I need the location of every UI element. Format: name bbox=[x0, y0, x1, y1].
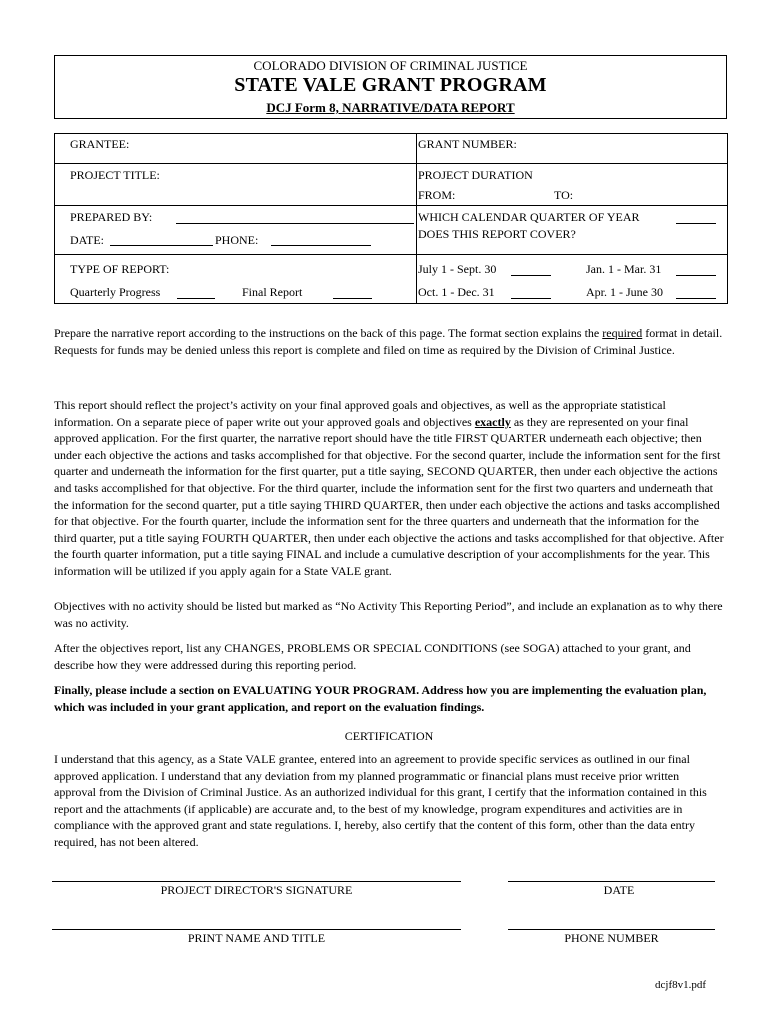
final-report-field[interactable] bbox=[333, 298, 372, 299]
info-grid bbox=[54, 133, 728, 304]
instructions-paragraph-2 bbox=[54, 397, 724, 580]
director-signature-label: PROJECT DIRECTOR'S SIGNATURE bbox=[160, 883, 353, 897]
quarter-apr-jun-field[interactable] bbox=[676, 298, 716, 299]
grid-row-line bbox=[55, 254, 727, 255]
date-label: DATE: bbox=[70, 233, 104, 247]
instructions-paragraph-3: Objectives with no activity should be listed but marked as “No Activity This Reporting Period”, and include an explanation as to why there was no activity. bbox=[54, 599, 723, 630]
footer-filename: dcjf8v1.pdf bbox=[655, 979, 707, 991]
director-signature-line[interactable] bbox=[52, 881, 461, 882]
quarter-jul-sep-label: July 1 - Sept. 30 bbox=[418, 262, 497, 276]
p1-underlined: required bbox=[602, 326, 643, 340]
evaluation-paragraph: Finally, please include a section on EVALUATING YOUR PROGRAM. Address how you are implementing the evaluation plan, which was included in your grant application, and report on the evaluation findings. bbox=[54, 683, 707, 714]
program-title: STATE VALE GRANT PROGRAM bbox=[234, 74, 547, 96]
form-name: DCJ Form 8, NARRATIVE/DATA REPORT bbox=[266, 100, 515, 115]
final-report-label: Final Report bbox=[242, 285, 303, 299]
date-signature-label: DATE bbox=[603, 883, 635, 897]
agency-name: COLORADO DIVISION OF CRIMINAL JUSTICE bbox=[253, 58, 528, 73]
p2-text-a: This report should reflect the project’s activity on your final approved goals and objectives, as well as the appropriate statistical information. On a separate piece of paper write out your approved goals and objectives bbox=[54, 398, 666, 429]
certification-title: CERTIFICATION bbox=[344, 729, 434, 743]
project-title-label: PROJECT TITLE: bbox=[70, 168, 160, 182]
quarter-jan-mar-field[interactable] bbox=[676, 275, 716, 276]
grant-number-label: GRANT NUMBER: bbox=[418, 137, 517, 151]
date-signature-line[interactable] bbox=[508, 881, 715, 882]
date-field[interactable] bbox=[110, 245, 213, 246]
quarter-jan-mar-label: Jan. 1 - Mar. 31 bbox=[586, 262, 662, 276]
quarterly-progress-field[interactable] bbox=[177, 298, 215, 299]
to-label: TO: bbox=[554, 188, 574, 202]
print-name-label: PRINT NAME AND TITLE bbox=[187, 931, 326, 945]
phone-field[interactable] bbox=[271, 245, 371, 246]
phone-number-label: PHONE NUMBER bbox=[564, 931, 659, 945]
certification-text: I understand that this agency, as a State VALE grantee, entered into an agreement to provide specific services as outlined in our final approved application. I understand that any deviation from my planned programmatic or financial plans must receive prior written approval from the Division of Criminal Justice. As an authorized individual for this grant, I certify that the information contained in this report and the attachments (if applicable) are accurate and, to the best of my knowledge, program expenditures and activities are in compliance with the approved grant and state regulations. I, hereby, also certify that the content of this form, other than the data entry required, has not been altered. bbox=[54, 752, 707, 849]
phone-label: PHONE: bbox=[215, 233, 259, 247]
quarter-question-line1: WHICH CALENDAR QUARTER OF YEAR bbox=[418, 210, 640, 224]
from-label: FROM: bbox=[418, 188, 456, 202]
grantee-label: GRANTEE: bbox=[70, 137, 130, 151]
form-header bbox=[54, 55, 727, 119]
quarter-answer-field[interactable] bbox=[676, 223, 716, 224]
instructions-paragraph-1 bbox=[54, 325, 724, 358]
quarter-oct-dec-field[interactable] bbox=[511, 298, 551, 299]
grid-divider bbox=[416, 134, 417, 303]
prepared-by-label: PREPARED BY: bbox=[70, 210, 153, 224]
instructions-paragraph-4: After the objectives report, list any CHANGES, PROBLEMS OR SPECIAL CONDITIONS (see SOGA) attached to your grant, and describe how they were addressed during this reporting period. bbox=[54, 641, 691, 672]
p1-text-b: format in detail. Requests for funds may be denied unless this report is complete and filed on time as required by the Division of Criminal Justice. bbox=[54, 326, 723, 357]
quarter-apr-jun-label: Apr. 1 - June 30 bbox=[586, 285, 663, 299]
prepared-by-field[interactable] bbox=[176, 223, 414, 224]
p2-text-b: as they are represented on your final approved application. For the first quarter, the narrative report should have the title FIRST QUARTER underneath each objective; then under each objective the actions and tasks accomplished for that objective. For the second quarter, include the information sent for the first quarter and underneath the information for the first quarter, put a title saying, SECOND QUARTER, then under each objective the actions and tasks accomplished for that objective. For the third quarter, include the information sent for the first two quarters and underneath that the information for the second quarter, put a title saying THIRD QUARTER, then under each objective the actions and tasks accomplished for that objective. For the fourth quarter, include the information sent for the three quarters and underneath that the information for the third quarter, put a title saying FOURTH QUARTER, then under each objective the actions and tasks accomplished for that objective. After the fourth quarter information, put a title saying FINAL and include a cumulative description of your accomplishments for the year. This information will be utilized if you apply again for a State VALE grant. bbox=[54, 414, 724, 578]
grid-row-line bbox=[55, 163, 727, 164]
quarter-jul-sep-field[interactable] bbox=[511, 275, 551, 276]
grid-row-line bbox=[55, 205, 727, 206]
p2-underlined: exactly bbox=[474, 414, 511, 429]
quarter-question-line2: DOES THIS REPORT COVER? bbox=[418, 227, 576, 241]
quarterly-progress-label: Quarterly Progress bbox=[70, 285, 161, 299]
print-name-line[interactable] bbox=[52, 929, 461, 930]
phone-number-line[interactable] bbox=[508, 929, 715, 930]
type-of-report-label: TYPE OF REPORT: bbox=[70, 262, 170, 276]
quarter-oct-dec-label: Oct. 1 - Dec. 31 bbox=[418, 285, 495, 299]
project-duration-label: PROJECT DURATION bbox=[418, 168, 533, 182]
p1-text-a: Prepare the narrative report according to the instructions on the back of this page. The format section explains the bbox=[54, 326, 603, 340]
